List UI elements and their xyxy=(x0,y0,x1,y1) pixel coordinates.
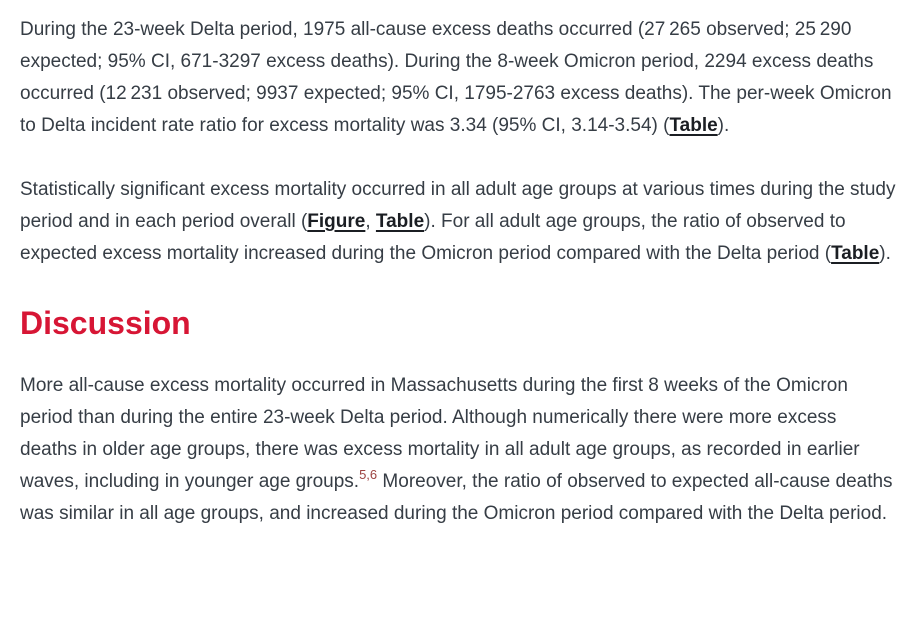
table-link-1[interactable]: Table xyxy=(669,115,718,136)
text-run: ). For all adult age groups, the ratio of observed to expected excess mortality increased during the Omicron period compared with the Delta period ( xyxy=(20,211,846,264)
figure-link[interactable]: Figure xyxy=(307,211,366,232)
table-link-2[interactable]: Table xyxy=(375,211,425,232)
results-paragraph-2 xyxy=(20,174,897,270)
text-run: , xyxy=(365,211,376,232)
text-run: More all-cause excess mortality occurred in Massachusetts during the first 8 weeks of the Omicron period than during the entire 23-week Delta period. Although numerically there were more excess deaths in older age groups, there was excess mortality in all adult age groups, as recorded in earlier waves, including in younger age groups. xyxy=(20,375,860,492)
table-link-3[interactable]: Table xyxy=(831,243,880,264)
text-run: Moreover, the ratio of observed to expected all-cause deaths was similar in all age groups, and increased during the Omicron period compared with the Delta period. xyxy=(20,471,893,524)
results-paragraph-1 xyxy=(20,14,897,142)
reference-citation-5-6[interactable]: 5,6 xyxy=(359,466,378,482)
text-run: Statistically significant excess mortality occurred in all adult age groups at various times during the study period and in each period overall ( xyxy=(20,179,896,232)
discussion-heading: Discussion xyxy=(20,305,191,341)
text-run: ). xyxy=(717,115,730,136)
text-run: During the 23-week Delta period, 1975 all-cause excess deaths occurred (27 265 observed; 25 290 expected; 95% CI, 671-3297 excess deaths). During the 8-week Omicron period, 2294 excess deaths occurred (12 231 observed; 9937 expected; 95% CI, 1795-2763 excess deaths). The per-week Omicron to Delta incident rate ratio for excess mortality was 3.34 (95% CI, 3.14-3.54) ( xyxy=(20,19,892,136)
text-run: ). xyxy=(879,243,891,264)
discussion-paragraph-1 xyxy=(20,370,897,530)
